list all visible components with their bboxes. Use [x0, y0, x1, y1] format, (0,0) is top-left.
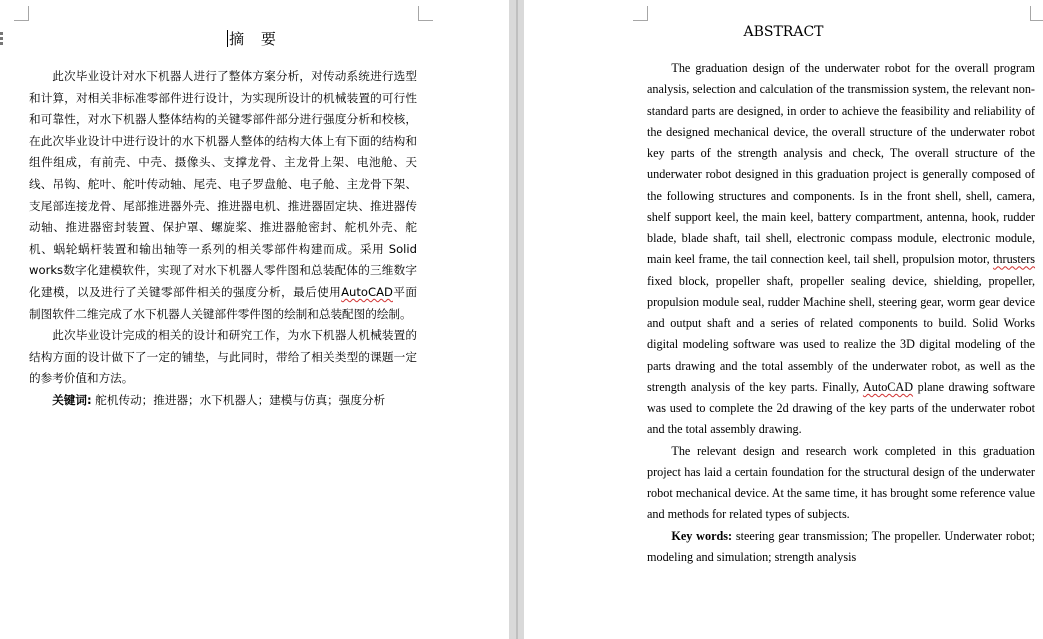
keywords-text: 舵机传动；推进器；水下机器人；建模与仿真；强度分析: [91, 392, 386, 407]
crop-mark-top-left: [633, 6, 648, 21]
keywords-label: Key words:: [671, 528, 733, 543]
english-abstract-body[interactable]: [647, 58, 1035, 568]
chinese-keywords: [29, 390, 417, 412]
crop-mark-top-left: [14, 6, 29, 21]
page-divider: [516, 0, 518, 639]
spellcheck-word[interactable]: AutoCAD: [862, 379, 914, 394]
paragraph-text: plane drawing software was used to complete the 2d drawing of the key parts of the underwater robot and the total assembly drawing.: [647, 379, 1035, 437]
paragraph-text: The graduation design of the underwater robot for the overall program analysis, selection and calculation of the transmission system, the relevant non-standard parts are designed, in order to achieve the feasibility and reliability of the designed mechanical device, the overall structure of the underwater robot key parts of the strength analysis and check, The overall structure of the underwater robot designed in this graduation project is generally composed of the following structures and components. Is in the front shell, shell, camera, shelf support keel, the main keel, battery compartment, antenna, hook, rudder blade, blade shaft, tail shell, electronic compass module, electronic module, main keel frame, the tail connection keel, tail shell, propulsion motor,: [647, 61, 1035, 267]
title-text: 摘 要: [229, 30, 282, 48]
spellcheck-word[interactable]: thrusters: [993, 252, 1036, 267]
keywords-label: 关键词:: [52, 392, 92, 407]
chinese-paragraph-1: [29, 66, 417, 325]
spellcheck-word[interactable]: AutoCAD: [341, 284, 393, 299]
english-paragraph-2: The relevant design and research work completed in this graduation project has laid a certain foundation for the structural design of the underwater robot mechanical device. At the same time, it has brought some reference value and methods for related types of subjects.: [647, 443, 1035, 522]
crop-mark-top-right: [1030, 6, 1043, 21]
paragraph-text: fixed block, propeller shaft, propeller sealing device, shielding, propeller, propulsion module seal, rudder Machine shell, steering gear, worm gear device and output shaft and a series of related components to build. Solid Works digital modeling software was used to realize the 3D digital modeling of the parts drawing and the total assembly of the underwater robot, as well as the strength analysis of the key parts. Finally,: [647, 273, 1035, 394]
paragraph-text: 平面制图软件二维完成了水下机器人关键部件零件图的绘制和总装配图的绘制。: [29, 284, 417, 321]
chinese-abstract-title: [0, 28, 509, 49]
chinese-paragraph-2: 此次毕业设计完成的相关的设计和研究工作，为水下机器人机械装置的结构方面的设计做下了一定的铺垫，与此同时，带给了相关类型的课题一定的参考价值和方法。: [29, 328, 417, 386]
paragraph-text: 此次毕业设计对水下机器人进行了整体方案分析，对传动系统进行选型和计算，对相关非标准零部件进行设计，为实现所设计的机械装置的可行性和可靠性，对水下机器人整体结构的关键零部件部分进行强度分析和校核，在此次毕业设计中进行设计的水下机器人整体的结构大体上有下面的结构和组件组成，有前壳、中壳、摄像头、支撑龙骨、主龙骨上架、电池舱、天线、吊钩、舵叶、舵叶传动轴、尾壳、电子罗盘舱、电子舱、主龙骨下架、支尾部连接龙骨、尾部推进器外壳、推进器电机、推进器固定块、推进器传动轴、推进器密封装置、保护罩、螺旋桨、推进器舱密封、舵机外壳、舵机、蜗轮蜗杆装置和输出轴等一系列的相关零部件构建而成。采用 Solid works数字化建模软件，实现了对水下机器人零件图和总装配体的三维数字化建模，以及进行了关键零部件相关的强度分析，最后使用: [29, 69, 417, 299]
crop-mark-top-right: [418, 6, 433, 21]
english-paragraph-1: [647, 58, 1035, 441]
chinese-abstract-body[interactable]: [29, 66, 417, 412]
text-cursor: [227, 30, 228, 47]
keywords-text: steering gear transmission; The propeller. Underwater robot; modeling and simulation; strength analysis: [647, 528, 1036, 564]
english-abstract-title: ABSTRACT: [743, 24, 824, 40]
english-keywords: [647, 526, 1035, 569]
